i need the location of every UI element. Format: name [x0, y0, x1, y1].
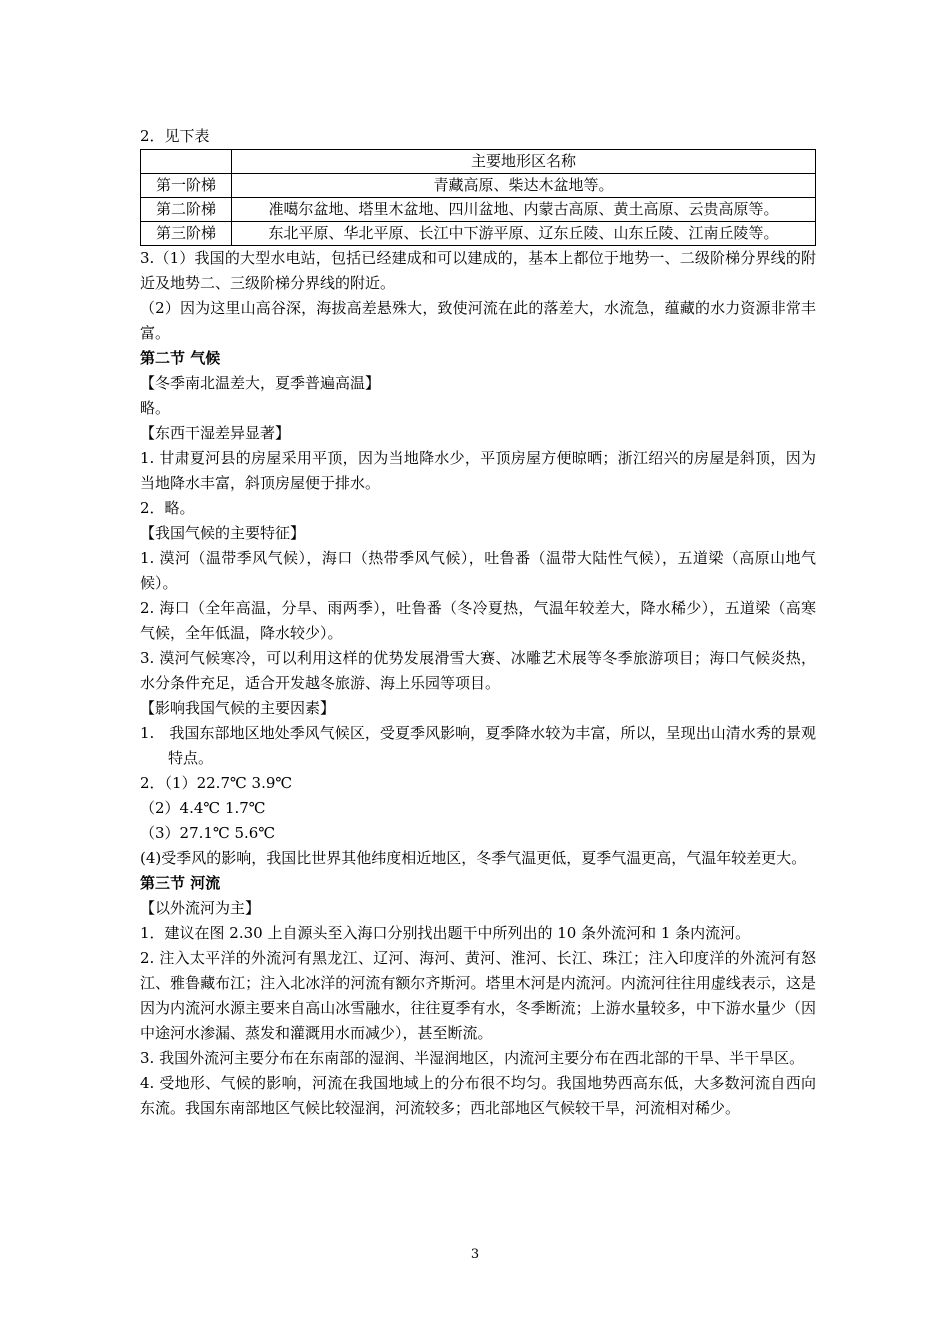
- table-header-cell: 主要地形区名称: [232, 150, 816, 174]
- paragraph: 1. 漠河（温带季风气候），海口（热带季风气候），吐鲁番（温带大陆性气候），五道梁（高原山地气候）。: [140, 549, 816, 592]
- paragraph: 2．略。: [140, 499, 195, 517]
- paragraph-3-1: 3.（1）我国的大型水电站，包括已经建成和可以建成的，基本上都位于地势一、二级阶梯分界线的附近及地势二、三级阶梯分界线的附近。: [140, 249, 816, 292]
- paragraph-3-2: （2）因为这里山高谷深，海拔高差悬殊大，致使河流在此的落差大，水流急，蕴藏的水力资源非常丰富。: [140, 299, 816, 342]
- document-body: [140, 124, 816, 1121]
- paragraph: 1. 我国东部地区地处季风气候区，受夏季风影响，夏季降水较为丰富，所以，呈现出山清水秀的景观特点。: [140, 724, 816, 767]
- terrain-steps-table: [140, 149, 816, 246]
- table-row: [141, 198, 816, 222]
- subheading: 【影响我国气候的主要因素】: [140, 699, 336, 717]
- paragraph: （3）27.1℃ 5.6℃: [140, 824, 276, 842]
- paragraph: 略。: [140, 399, 171, 417]
- section-title-climate: 第二节 气候: [140, 349, 221, 367]
- paragraph: 2. 注入太平洋的外流河有黑龙江、辽河、海河、黄河、淮河、长江、珠江；注入印度洋的外流河有怒江、雅鲁藏布江；注入北冰洋的河流有额尔齐斯河。塔里木河是内流河。内流河往往用虚线表示，这是因为内流河水源主要来自高山冰雪融水，往往夏季有水，冬季断流；上游水量较多，中下游水量少（因中途河水渗漏、蒸发和灌溉用水而减少），甚至断流。: [140, 949, 816, 1042]
- paragraph: 3. 漠河气候寒冷，可以利用这样的优势发展滑雪大赛、冰雕艺术展等冬季旅游项目；海口气候炎热，水分条件充足，适合开发越冬旅游、海上乐园等项目。: [140, 649, 816, 692]
- table-row: [141, 174, 816, 198]
- table-row: [141, 222, 816, 246]
- paragraph: 2．（1）22.7℃ 3.9℃: [140, 774, 293, 792]
- section-title-rivers: 第三节 河流: [140, 874, 221, 892]
- paragraph: 4. 受地形、气候的影响，河流在我国地域上的分布很不均匀。我国地势西高东低，大多数河流自西向东流。我国东南部地区气候比较湿润，河流较多；西北部地区气候较干旱，河流相对稀少。: [140, 1074, 816, 1117]
- paragraph: 3. 我国外流河主要分布在东南部的湿润、半湿润地区，内流河主要分布在西北部的干旱、半干旱区。: [140, 1049, 805, 1067]
- paragraph: 1. 甘肃夏河县的房屋采用平顶，因为当地降水少，平顶房屋方便晾晒；浙江绍兴的房屋是斜顶，因为当地降水丰富，斜顶房屋便于排水。: [140, 449, 816, 492]
- subheading: 【东西干湿差异显著】: [140, 424, 291, 442]
- paragraph: （2）4.4℃ 1.7℃: [140, 799, 266, 817]
- subheading: 【冬季南北温差大，夏季普遍高温】: [140, 374, 381, 392]
- subheading: 【我国气候的主要特征】: [140, 524, 306, 542]
- paragraph: 1．建议在图 2.30 上自源头至入海口分别找出题干中所列出的 10 条外流河和 1 条内流河。: [140, 924, 751, 942]
- table-cell-regions: 东北平原、华北平原、长江中下游平原、辽东丘陵、山东丘陵、江南丘陵等。: [232, 222, 816, 246]
- table-cell-step: 第三阶梯: [141, 222, 232, 246]
- table-header-row: [141, 150, 816, 174]
- page-number: 3: [470, 1247, 480, 1262]
- table-cell-regions: 青藏高原、柴达木盆地等。: [232, 174, 816, 198]
- table-cell-step: 第二阶梯: [141, 198, 232, 222]
- table-header-cell: [141, 150, 232, 174]
- paragraph: 2. 海口（全年高温，分旱、雨两季），吐鲁番（冬冷夏热，气温年较差大，降水稀少），五道梁（高寒气候，全年低温，降水较少）。: [140, 599, 816, 642]
- paragraph: (4)受季风的影响，我国比世界其他纬度相近地区，冬季气温更低，夏季气温更高，气温年较差更大。: [140, 849, 807, 867]
- table-cell-step: 第一阶梯: [141, 174, 232, 198]
- subheading: 【以外流河为主】: [140, 899, 261, 917]
- table-cell-regions: 准噶尔盆地、塔里木盆地、四川盆地、内蒙古高原、黄土高原、云贵高原等。: [232, 198, 816, 222]
- paragraph-2-see-table: 2．见下表: [140, 127, 210, 145]
